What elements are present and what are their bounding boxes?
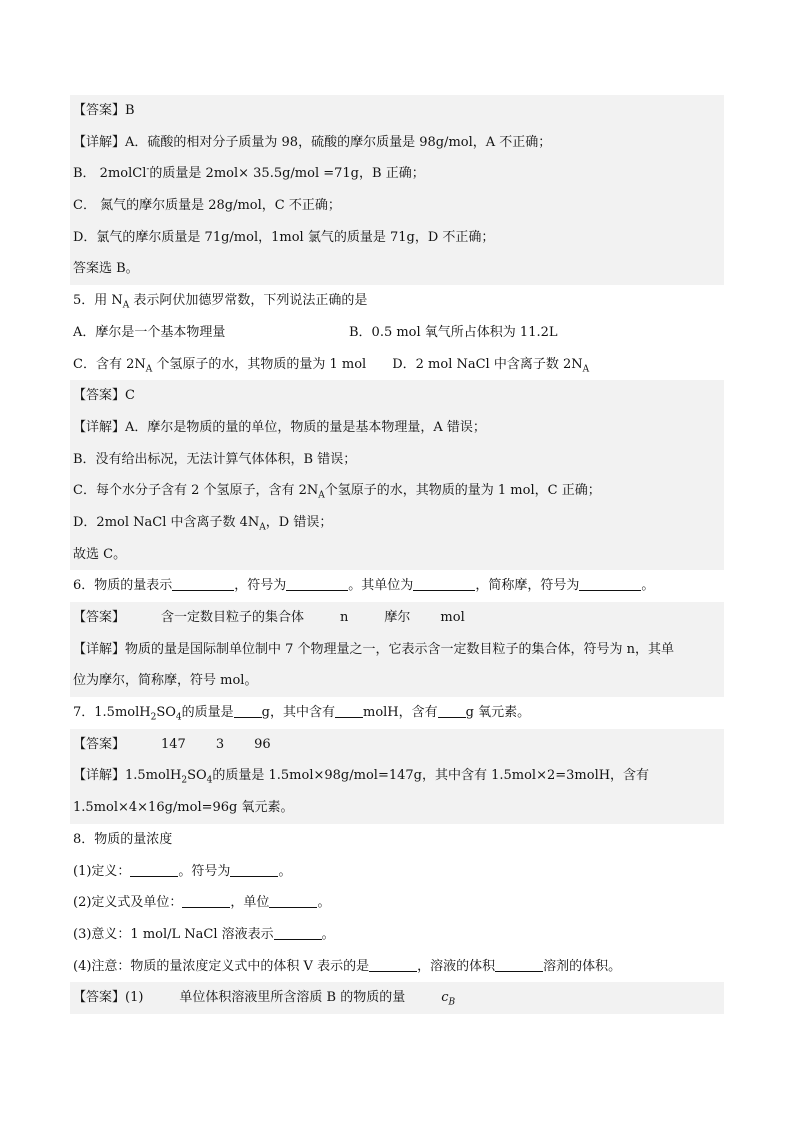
detail-text: D．氯气的摩尔质量是 71g/mol，1mol 氯气的质量是 71g，D 不正确；	[73, 229, 495, 245]
q5-answer	[70, 380, 724, 412]
q4-detail-3	[70, 190, 724, 222]
stem-text: ，简称摩，符号为	[475, 578, 580, 594]
detail-text: 个氢原子的水，其物质的量为 1 mol，C 正确；	[324, 483, 601, 499]
stem-text: 。	[317, 895, 331, 911]
answer-blank	[182, 893, 230, 908]
detail-text: 1.5mol×4×16g/mol=96g 氧元素。	[73, 800, 294, 816]
q7-detail-1	[70, 760, 724, 792]
q4-detail-5	[70, 253, 724, 285]
detail-text: ，D 错误；	[265, 514, 333, 530]
answer-blank	[230, 862, 278, 877]
q4-answer	[70, 95, 724, 127]
answer-value: 96	[254, 736, 271, 752]
answer-value: 摩尔	[384, 610, 411, 625]
answer-text: 【答案】C	[73, 388, 135, 404]
q5-options-ab	[70, 317, 724, 349]
stem-text: 溶剂的体积。	[543, 958, 622, 974]
q4-detail-4	[70, 222, 724, 254]
detail-text: 故选 C。	[73, 546, 127, 562]
stem-text: ，符号为	[234, 578, 287, 594]
option-d: D．2 mol NaCl 中含离子数 2N	[392, 356, 583, 372]
q6-detail-1	[70, 634, 724, 666]
subscript: B	[448, 997, 456, 1008]
stem-text: (4)注意：物质的量浓度定义式中的体积 V 表示的是	[73, 958, 370, 974]
detail-text: C．每个水分子含有 2 个氢原子，含有 2N	[73, 483, 319, 499]
detail-text: D．2mol NaCl 中含离子数 4N	[73, 514, 260, 530]
stem-text: 8．物质的量浓度	[73, 831, 173, 847]
answer-value: 含一定数目粒子的集合体	[161, 610, 305, 625]
subscript: A	[145, 364, 153, 375]
answer-label: 【答案】	[73, 610, 126, 625]
detail-text: 位为摩尔，简称摩，符号 mol。	[73, 673, 258, 689]
stem-text: 6．物质的量表示	[73, 578, 173, 594]
answer-blank	[172, 576, 234, 591]
option-b: B．0.5 mol 氧气所占体积为 11.2L	[349, 324, 558, 340]
subscript: A	[582, 364, 590, 375]
detail-text: 的质量是 1.5mol×98g/mol=147g，其中含有 1.5mol×2=3molH，含有	[212, 768, 650, 784]
stem-text: (1)定义：	[73, 863, 131, 879]
answer-value: n	[340, 610, 349, 625]
answer-value: 3	[215, 736, 225, 752]
q5-stem	[70, 285, 724, 317]
detail-text: 答案选 B。	[73, 261, 139, 277]
stem-text: g 氧元素。	[465, 705, 531, 721]
answer-value: 单位体积溶液里所含溶质 B 的物质的量	[179, 990, 406, 1006]
answer-blank	[269, 893, 317, 908]
stem-text: ，溶液的体积	[417, 958, 496, 974]
stem-text: 。	[321, 926, 335, 942]
stem-text: g，其中含有	[261, 705, 335, 721]
stem-text: 。其单位为	[348, 578, 414, 594]
stem-text: 5．用 N	[73, 293, 123, 309]
subscript: A	[318, 490, 325, 501]
answer-blank	[438, 703, 466, 718]
stem-text: molH，含有	[363, 705, 438, 721]
answer-blank	[130, 862, 178, 877]
answer-value: mol	[440, 610, 465, 625]
subscript: A	[122, 300, 130, 311]
q7-stem	[70, 697, 724, 729]
detail-text: 【详解】1.5molH	[73, 768, 182, 784]
answer-blank	[369, 957, 417, 972]
detail-text: SO	[187, 768, 207, 784]
q8-part-1	[70, 856, 724, 888]
q5-detail-4	[70, 507, 724, 539]
q6-stem	[70, 570, 724, 602]
q8-part-2	[70, 887, 724, 919]
q7-detail-2	[70, 792, 724, 824]
q5-detail-1	[70, 412, 724, 444]
answer-blank	[335, 703, 363, 718]
subscript: A	[259, 522, 266, 533]
stem-text: 的质量是	[181, 705, 234, 721]
stem-text: 。	[278, 863, 292, 879]
q8-answer	[70, 982, 724, 1014]
q4-detail-2	[70, 158, 724, 190]
detail-text: B． 2molCl	[73, 166, 147, 182]
answer-symbol: c	[441, 990, 449, 1006]
answer-value: 147	[161, 736, 186, 752]
answer-blank	[234, 703, 262, 718]
document-page	[70, 95, 724, 1014]
answer-label: 【答案】(1)	[73, 990, 144, 1006]
q5-detail-3	[70, 475, 724, 507]
detail-text: 【详解】物质的量是国际制单位制中 7 个物理量之一，它表示含一定数目粒子的集合体，符号为 n，其单	[73, 641, 675, 657]
answer-blank	[495, 957, 543, 972]
stem-text: (3)意义：1 mol/L NaCl 溶液表示	[73, 926, 274, 942]
option-c: 个氢原子的水，其物质的量为 1 mol	[152, 356, 367, 372]
q6-answer	[70, 602, 724, 634]
q7-answer	[70, 729, 724, 761]
option-a: A．摩尔是一个基本物理量	[73, 324, 226, 340]
stem-text: SO	[156, 705, 176, 721]
q5-options-cd	[70, 349, 724, 381]
q8-part-4	[70, 951, 724, 983]
subscript: 2	[181, 776, 188, 787]
option-c: C．含有 2N	[73, 356, 146, 372]
detail-text: 的质量是 2mol× 35.5g/mol =71g，B 正确；	[149, 166, 425, 182]
stem-text: 表示阿伏加德罗常数，下列说法正确的是	[129, 293, 368, 309]
q8-part-3	[70, 919, 724, 951]
subscript: 2	[150, 712, 157, 723]
stem-text: 。	[641, 578, 655, 594]
answer-blank	[286, 576, 348, 591]
detail-text: 【详解】A．摩尔是物质的量的单位，物质的量是基本物理量，A 错误；	[73, 419, 486, 435]
q6-detail-2	[70, 665, 724, 697]
answer-label: 【答案】	[73, 736, 126, 752]
stem-text: 7．1.5molH	[73, 705, 151, 721]
detail-text: B．没有给出标况，无法计算气体体积，B 错误；	[73, 451, 357, 467]
q4-detail-1	[70, 127, 724, 159]
subscript: 4	[175, 712, 182, 723]
q5-detail-2	[70, 444, 724, 476]
answer-blank	[413, 576, 475, 591]
answer-text: 【答案】B	[73, 103, 135, 118]
detail-text: C． 氮气的摩尔质量是 28g/mol，C 不正确；	[73, 198, 341, 214]
answer-blank	[579, 576, 641, 591]
stem-text: 。符号为	[178, 863, 231, 879]
q5-detail-5	[70, 539, 724, 571]
answer-blank	[274, 925, 322, 940]
stem-text: (2)定义式及单位：	[73, 895, 183, 911]
detail-text: 【详解】A．硫酸的相对分子质量为 98，硫酸的摩尔质量是 98g/mol，A 不正确；	[73, 134, 552, 150]
q8-stem	[70, 824, 724, 856]
stem-text: ，单位	[230, 895, 270, 911]
subscript: 4	[206, 776, 213, 787]
superscript: -	[146, 165, 150, 176]
